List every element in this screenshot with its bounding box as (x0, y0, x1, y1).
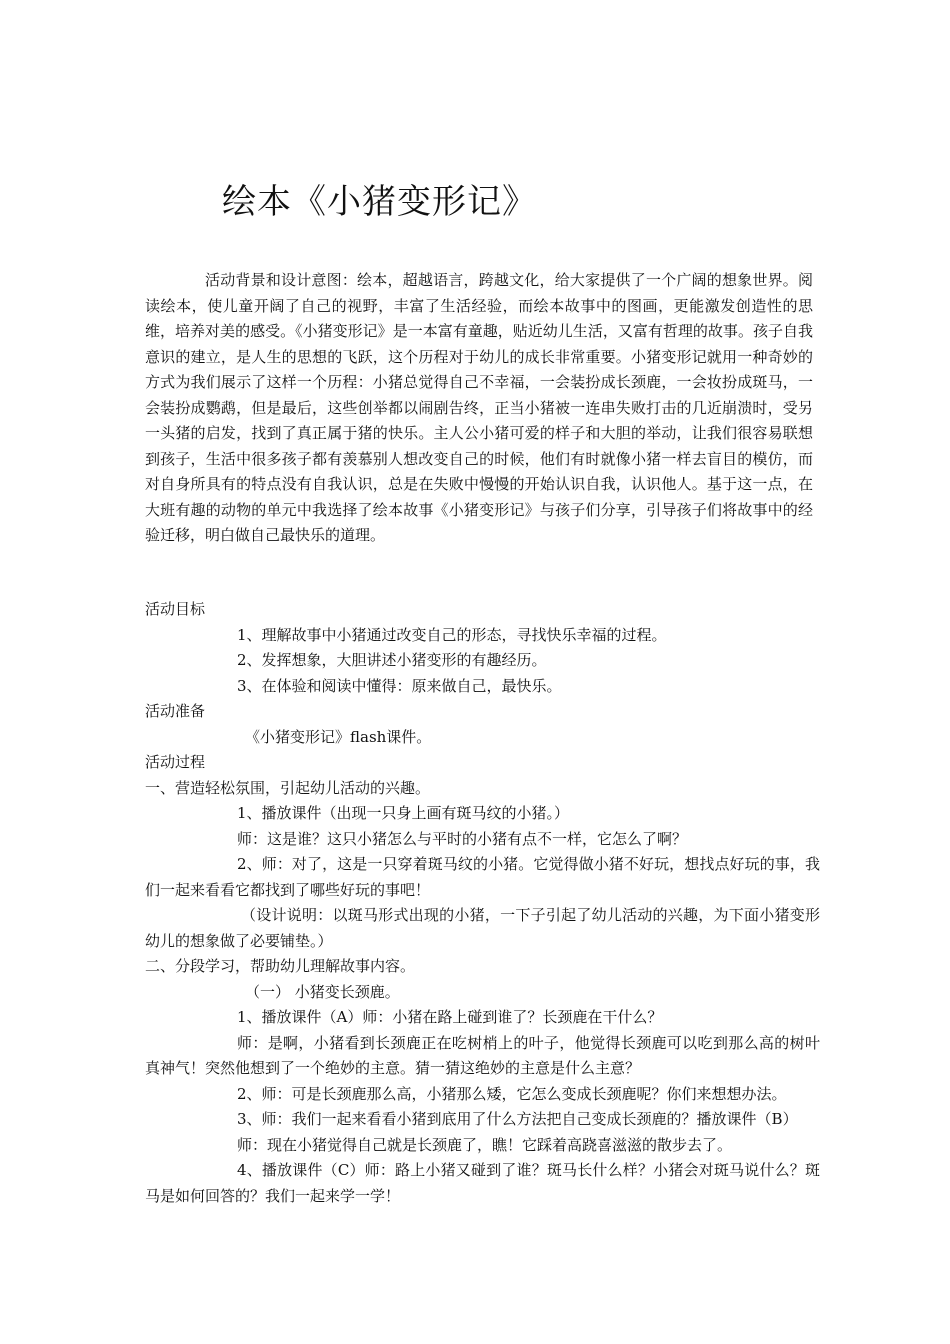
process-paragraph: 师：是啊，小猪看到长颈鹿正在吃树梢上的叶子，他觉得长颈鹿可以吃到那么高的树叶真神气！突然他想到了一个绝妙的主意。猜一猜这绝妙的主意是什么主意？ (145, 1033, 820, 1077)
process-paragraph: 2、师：对了，这是一只穿着斑马纹的小猪。它觉得做小猪不好玩，想找点好玩的事，我们一起来看看它都找到了哪些好玩的事吧！ (145, 855, 820, 899)
process-heading: 活动过程 (145, 753, 206, 771)
goal-item: 1、理解故事中小猪通过改变自己的形态，寻找快乐幸福的过程。 (237, 625, 667, 644)
design-note: （设计说明：以斑马形式出现的小猪，一下子引起了幼儿活动的兴趣，为下面小猪变形幼儿的想象做了必要铺垫。） (145, 906, 820, 950)
prep-heading: 活动准备 (145, 702, 206, 720)
document-body (145, 597, 820, 1209)
process-line: 1、播放课件（A）师：小猪在路上碰到谁了？长颈鹿在干什么？ (237, 1008, 663, 1026)
process-paragraph: 3、师：我们一起来看看小猪到底用了什么方法把自己变成长颈鹿的？播放课件（B） (237, 1110, 798, 1128)
goal-item: 3、在体验和阅读中懂得：原来做自己，最快乐。 (237, 676, 562, 695)
prep-item: 《小猪变形记》flash课件。 (245, 727, 432, 746)
section-heading: 二、分段学习，帮助幼儿理解故事内容。 (145, 957, 416, 975)
process-line: 师：这是谁？这只小猪怎么与平时的小猪有点不一样，它怎么了啊？ (237, 829, 688, 848)
goal-item: 2、发挥想象，大胆讲述小猪变形的有趣经历。 (237, 651, 547, 669)
section-heading: 一、营造轻松氛围，引起幼儿活动的兴趣。 (145, 778, 431, 797)
document-title: 绘本《小猪变形记》 (222, 182, 537, 222)
process-line: 1、播放课件（出现一只身上画有斑马纹的小猪。） (237, 804, 570, 822)
goals-heading: 活动目标 (145, 600, 206, 618)
process-line: 师：现在小猪觉得自己就是长颈鹿了，瞧！它踩着高跷喜滋滋的散步去了。 (237, 1135, 733, 1154)
process-line: 2、师：可是长颈鹿那么高，小猪那么矮，它怎么变成长颈鹿呢？你们来想想办法。 (237, 1084, 787, 1103)
intro-paragraph: 活动背景和设计意图：绘本，超越语言，跨越文化，给大家提供了一个广阔的想象世界。阅读绘本，使儿童开阔了自己的视野，丰富了生活经验，而绘本故事中的图画，更能激发创造性的思维，培养对美的感受。《小猪变形记》是一本富有童趣，贴近幼儿生活，又富有哲理的故事。孩子自我意识的建立，是人生的思想的飞跃，这个历程对于幼儿的成长非常重要。小猪变形记就用一种奇妙的方式为我们展示了这样一个历程：小猪总觉得自己不幸福，一会装扮成长颈鹿，一会妆扮成斑马，一会装扮成鹦鹉，但是最后，这些创举都以闹剧告终，正当小猪被一连串失败打击的几近崩溃时，受另一头猪的启发，找到了真正属于猪的快乐。主人公小猪可爱的样子和大胆的举动，让我们很容易联想到孩子，生活中很多孩子都有羡慕别人想改变自己的时候，他们有时就像小猪一样去盲目的模仿，而对自身所具有的特点没有自我认识，总是在失败中慢慢的开始认识自我，认识他人。基于这一点，在大班有趣的动物的单元中我选择了绘本故事《小猪变形记》与孩子们分享，引导孩子们将故事中的经验迁移，明白做自己最快乐的道理。 (145, 271, 813, 544)
process-paragraph: 4、播放课件（C）师：路上小猪又碰到了谁？斑马长什么样？小猪会对斑马说什么？斑马是如何回答的？我们一起来学一学！ (145, 1161, 820, 1205)
subsection-heading: （一） 小猪变长颈鹿。 (245, 982, 400, 1001)
